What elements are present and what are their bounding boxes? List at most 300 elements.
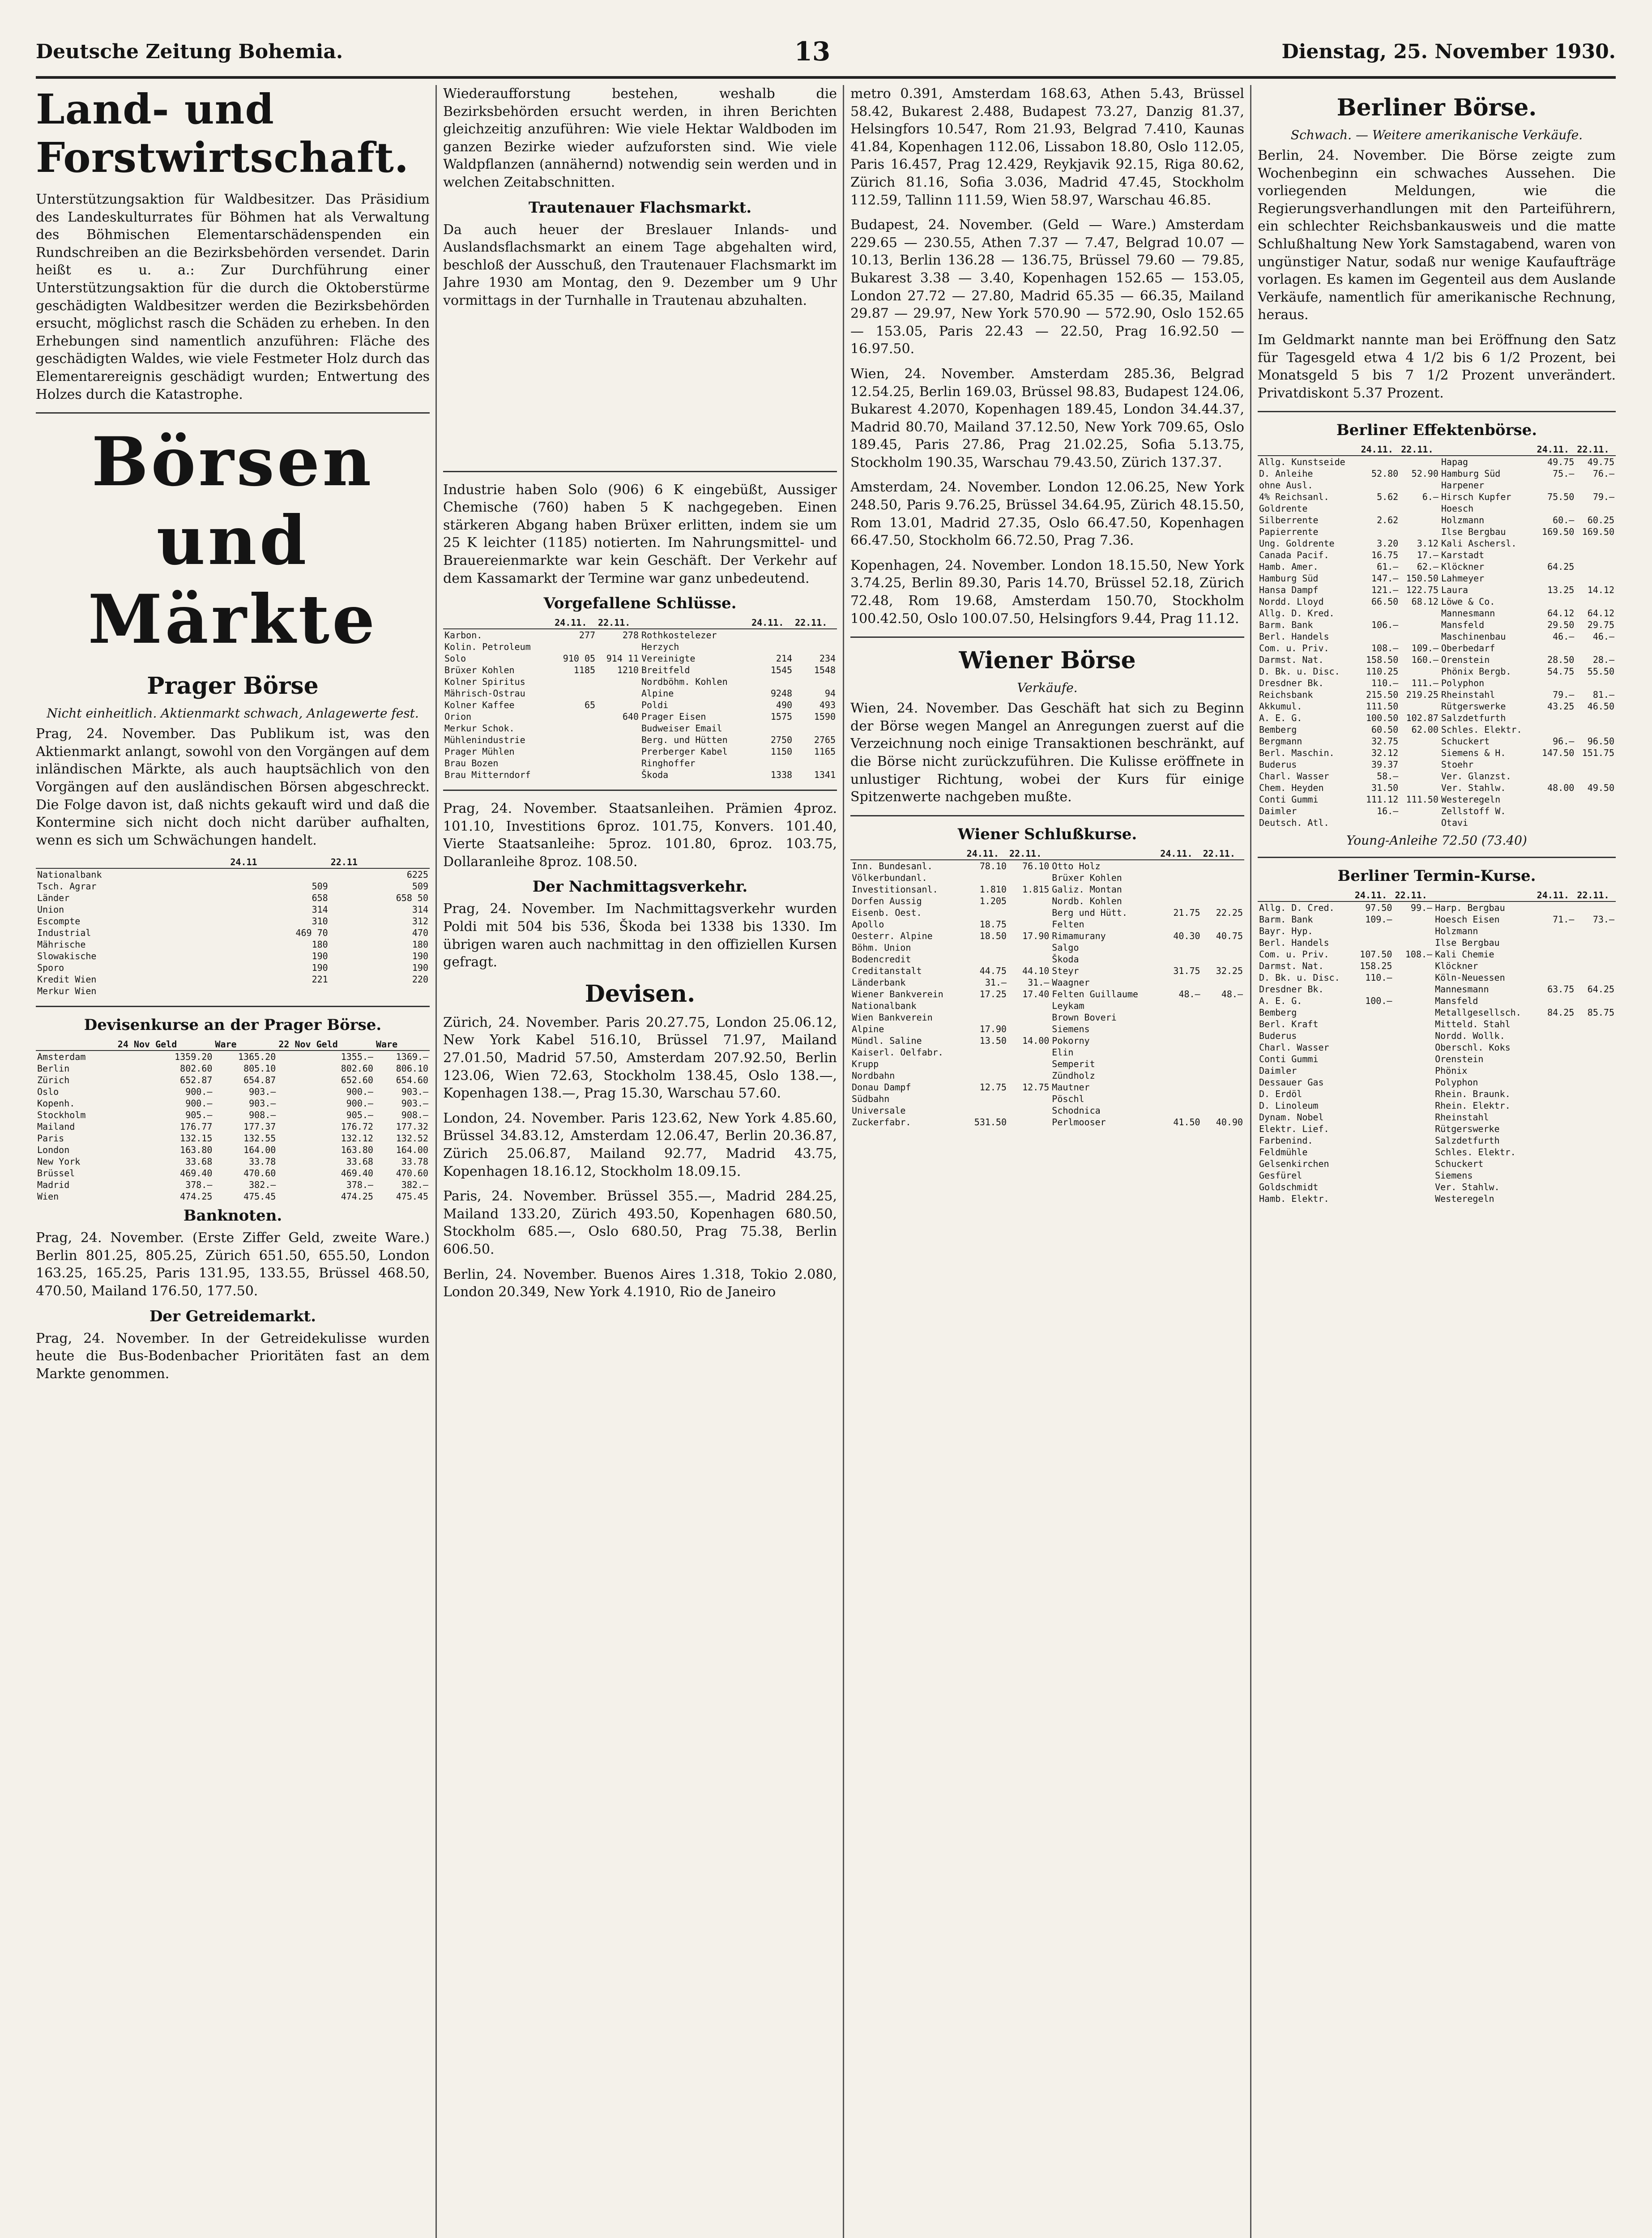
table-cell: Felten — [1052, 918, 1084, 930]
table-header-row — [850, 848, 1244, 860]
table-cell — [1353, 1100, 1394, 1111]
table-row — [443, 629, 837, 641]
table-cell — [1008, 895, 1050, 907]
table-cell — [1536, 724, 1576, 735]
table-row — [850, 965, 1244, 977]
table-cell: 49.75 — [1547, 457, 1575, 468]
table-cell: Papierrente — [1259, 526, 1319, 538]
table-cell: Berl. Maschin. — [1259, 747, 1335, 759]
article-paragraph: London, 24. November. Paris 123.62, New York 4.85.60, Brüssel 34.83.12, Amsterdam 12.06.47, Berlin 20.36.87, Zürich 25.06.87, Mailand 92.77, Madrid 43.75, Kopenhagen 18.16.12, Stockholm 18.09.15. — [443, 1110, 837, 1179]
table-cell: Westeregeln — [1435, 1193, 1494, 1204]
table-cell: Wien Bankverein — [852, 1012, 933, 1023]
berlin-exchange-heading: Berliner Börse. — [1336, 94, 1537, 121]
table-row — [1258, 901, 1616, 914]
table-cell — [965, 1000, 1008, 1012]
table-cell — [1575, 1193, 1616, 1204]
table-cell — [553, 641, 597, 653]
table-cell: Apollo — [852, 918, 884, 930]
table-row — [850, 1058, 1244, 1070]
table-cell: 177.37 — [243, 1121, 276, 1132]
table-row — [1258, 491, 1616, 503]
table-cell: 13.50 — [979, 1035, 1007, 1046]
table-cell: 85.75 — [1587, 1007, 1614, 1018]
table-cell — [1360, 607, 1400, 619]
table-cell: Hapag — [1441, 457, 1468, 468]
table-cell — [1393, 1181, 1434, 1193]
table-cell: 61.— — [1377, 561, 1399, 572]
table-cell: 31.— — [1028, 977, 1050, 988]
table-cell — [1159, 860, 1201, 872]
table-row — [1258, 770, 1616, 782]
table-row — [850, 1046, 1244, 1058]
table-cell — [229, 985, 329, 997]
table-row — [1258, 995, 1616, 1007]
table-cell: Tsch. Agrar — [37, 881, 97, 892]
table-cell: Oberschl. Koks — [1435, 1042, 1511, 1053]
table-cell: 1185 — [573, 665, 596, 676]
table-row — [36, 915, 430, 927]
table-cell: 32.75 — [1371, 736, 1399, 747]
table-cell — [1159, 1070, 1201, 1081]
table-cell: Westeregeln — [1441, 794, 1501, 805]
table-row — [850, 918, 1244, 930]
table-row — [850, 884, 1244, 895]
table-cell: Pokorny — [1052, 1035, 1090, 1046]
table-cell: Ver. Glanzst. — [1441, 771, 1511, 782]
table-cell: 17.90 — [1022, 930, 1050, 941]
column-header: 22.11. — [1575, 889, 1616, 901]
berlin-securities-heading: Berliner Effektenbörse. — [1336, 421, 1537, 440]
table-row — [1258, 456, 1616, 468]
table-cell — [1353, 1146, 1394, 1158]
table-cell: 509 — [412, 881, 428, 892]
table-cell: 107.50 — [1360, 949, 1392, 960]
young-loan-line: Young-Anleihe 72.50 (73.40) — [1346, 833, 1527, 848]
table-cell: Phönix — [1435, 1065, 1468, 1076]
table-row — [36, 1156, 430, 1167]
table-cell — [1400, 456, 1440, 468]
table-cell: Steyr — [1052, 965, 1079, 976]
table-cell: Mannesmann — [1435, 984, 1489, 995]
table-cell — [1575, 805, 1616, 817]
table-cell: Eisenb. Oest. — [852, 907, 922, 918]
table-cell: Canada Pacif. — [1259, 550, 1329, 561]
article-paragraph: Unterstützungsaktion für Waldbesitzer. Das Präsidium des Landeskulturrates für Böhmen hat als Verwaltung des Böhmischen Elementarschädenspenden ein Rundschreiben an die Bezirksbehörden versendet. Darin heißt es u. a.: Zur Durchführung einer Unterstützungsaktion für die durch die Oktoberstürme geschädigten Waldbesitzer werden die Bezirksbehörden ersucht, möglichst rasch die Schäden zu erheben. In den Erhebungen sind namentlich anzuführen: Fläche des geschädigten Waldes, wie viele Festmeter Holz durch das Elementarereignis geschädigt wurden; Entwertung des Holzes durch die Katastrophe. — [36, 192, 430, 402]
table-row — [1258, 468, 1616, 479]
table-row — [36, 985, 430, 997]
table-cell: Mährische — [37, 939, 86, 950]
table-row — [1258, 479, 1616, 491]
table-cell — [1575, 972, 1616, 983]
table-cell: Salzdetfurth — [1435, 1135, 1500, 1146]
table-cell: 310 — [312, 916, 328, 927]
column-header — [1258, 444, 1360, 456]
table-cell — [1393, 995, 1434, 1007]
table-cell — [597, 722, 640, 734]
table-cell — [1393, 1146, 1434, 1158]
table-cell — [1353, 1193, 1394, 1204]
table-cell: 910 05 — [563, 653, 596, 664]
table-cell — [1202, 1012, 1244, 1023]
table-cell: Škoda — [641, 769, 669, 781]
table-row — [850, 930, 1244, 942]
table-cell: 1369.— — [396, 1051, 428, 1063]
table-cell: Charl. Wasser — [1259, 771, 1329, 782]
table-row — [850, 860, 1244, 872]
column-header: 22.11. — [1393, 889, 1434, 901]
vienna-exchange-subtitle: Verkäufe. — [1017, 680, 1078, 696]
table-cell: Otto Holz — [1052, 860, 1101, 871]
berlin-futures-heading: Berliner Termin-Kurse. — [1337, 867, 1536, 885]
table-cell: 48.00 — [1547, 782, 1575, 794]
column-header: 24.11. — [1353, 889, 1394, 901]
table-cell — [1575, 1170, 1616, 1181]
newspaper-name: Deutsche Zeitung Bohemia. — [36, 40, 343, 63]
table-cell: Salgo — [1052, 942, 1079, 953]
table-cell: 17.40 — [1022, 988, 1050, 999]
table-cell: 905.— — [185, 1110, 213, 1121]
table-row — [1258, 712, 1616, 724]
table-cell — [1202, 895, 1244, 907]
table-header-row — [1258, 444, 1616, 456]
table-row — [1258, 735, 1616, 747]
table-row — [1258, 596, 1616, 607]
article-paragraph: Da auch heuer der Breslauer Inlands- und Auslandsflachsmarkt an einem Tage abgehalten wird, beschloß der Ausschuß, den Trautenauer Flachsmarkt im Jahre 1930 am Montag, den 9. Dezember um 9 Uhr vormittags in der Turnhalle in Trautenau abzuhalten. — [443, 222, 837, 308]
table-cell: Holzmann — [1441, 515, 1485, 526]
table-cell: 32.25 — [1216, 965, 1243, 976]
table-cell: 46.50 — [1587, 701, 1614, 712]
table-cell — [1575, 1065, 1616, 1076]
table-cell: 2750 — [770, 735, 793, 746]
table-row — [1258, 526, 1616, 538]
table-cell: 41.50 — [1173, 1116, 1200, 1128]
table-cell: Merkur Wien — [37, 986, 97, 997]
table-cell: 378.— — [346, 1179, 373, 1191]
grain-market-heading: Der Getreidemarkt. — [149, 1307, 316, 1325]
table-cell: Mährisch-Ostrau — [444, 688, 525, 699]
table-cell: 164.00 — [243, 1145, 276, 1156]
table-cell: 6.— — [1422, 491, 1439, 503]
table-row — [1258, 654, 1616, 666]
table-header-row — [36, 856, 430, 868]
table-cell — [1536, 995, 1576, 1007]
table-cell: Com. u. Priv. — [1259, 949, 1329, 960]
table-cell: 31.75 — [1173, 965, 1200, 976]
table-cell: 14.00 — [1022, 1035, 1050, 1046]
table-row — [850, 1093, 1244, 1105]
table-cell: Nordböhm. Kohlen — [641, 676, 728, 688]
table-cell — [1536, 805, 1576, 817]
table-row — [1258, 1030, 1616, 1042]
afternoon-trade-heading: Der Nachmittagsverkehr. — [532, 878, 748, 896]
table-cell: Oesterr. Alpine — [852, 930, 933, 941]
table-cell: Nationalbank — [37, 869, 102, 880]
table-cell: Stockholm — [37, 1110, 86, 1121]
table-cell: Kredit Wien — [37, 974, 97, 985]
table-cell: 78.10 — [979, 860, 1007, 871]
table-cell: New York — [37, 1156, 81, 1167]
column-header: 22.11. — [1008, 848, 1050, 860]
table-cell — [1400, 735, 1440, 747]
table-cell — [1575, 1100, 1616, 1111]
table-cell — [1202, 1105, 1244, 1116]
table-cell: 60.— — [1553, 515, 1575, 526]
table-cell: Siemens & H. — [1441, 747, 1506, 759]
table-cell: 132.15 — [180, 1133, 213, 1144]
table-cell — [1008, 1012, 1050, 1023]
table-cell: Leykam — [1052, 1000, 1084, 1011]
divider — [443, 790, 837, 791]
table-cell — [1536, 549, 1576, 561]
table-cell: 180 — [412, 939, 428, 950]
table-cell — [1536, 1100, 1576, 1111]
table-cell: Conti Gummi — [1259, 1054, 1319, 1065]
table-cell: Darmst. Nat. — [1259, 961, 1324, 972]
table-cell: 1338 — [770, 769, 793, 781]
table-cell: Zellstoff W. — [1441, 806, 1506, 817]
table-cell: Vereinigte — [641, 653, 696, 664]
table-row — [1258, 503, 1616, 514]
table-cell: 2765 — [814, 735, 836, 746]
table-cell — [1536, 572, 1576, 584]
table-cell: A. E. G. — [1259, 713, 1302, 724]
table-cell: Salzdetfurth — [1441, 713, 1506, 724]
table-cell: 169.50 — [1582, 526, 1614, 538]
table-cell — [1393, 1053, 1434, 1065]
table-cell: 111.50 — [1366, 701, 1399, 712]
table-cell: 48.— — [1178, 988, 1200, 999]
table-cell: Poldi — [641, 700, 669, 711]
table-cell: 214 — [776, 653, 793, 664]
table-row — [850, 1012, 1244, 1023]
table-cell — [553, 769, 597, 781]
table-cell — [1393, 1111, 1434, 1123]
table-cell: Alpine — [641, 688, 674, 699]
table-row — [850, 977, 1244, 988]
table-cell: 108.— — [1371, 643, 1399, 654]
table-row — [443, 711, 837, 722]
table-cell — [965, 953, 1008, 965]
column-header: Ware — [213, 1038, 277, 1051]
table-row — [1258, 805, 1616, 817]
table-cell: 190 — [312, 962, 328, 974]
table-cell — [553, 676, 597, 688]
column-1 — [36, 85, 430, 2238]
table-cell: 40.90 — [1216, 1116, 1243, 1128]
table-cell: Brüxer Kohlen — [1052, 872, 1122, 883]
table-row — [36, 927, 430, 939]
table-cell: 55.50 — [1587, 666, 1614, 677]
table-cell: Oslo — [37, 1086, 59, 1098]
table-cell: 1341 — [814, 769, 836, 781]
table-cell: Oberbedarf — [1441, 643, 1495, 654]
table-cell — [1393, 1193, 1434, 1204]
table-cell: 54.75 — [1547, 666, 1575, 677]
prague-stock-table — [36, 856, 430, 997]
table-cell — [1393, 1170, 1434, 1181]
table-cell: Bemberg — [1259, 1007, 1297, 1018]
table-cell: 122.75 — [1406, 585, 1439, 596]
table-cell: 1210 — [617, 665, 639, 676]
table-cell — [1159, 1012, 1201, 1023]
table-cell: 16.75 — [1371, 550, 1399, 561]
table-cell: 14.12 — [1587, 585, 1614, 596]
table-cell — [750, 641, 794, 653]
table-cell: 81.— — [1592, 689, 1614, 700]
column-rule — [843, 85, 844, 2238]
table-cell: 18.50 — [979, 930, 1007, 941]
table-cell: 658 50 — [396, 893, 428, 904]
table-row — [36, 974, 430, 985]
table-cell: 100.50 — [1366, 713, 1399, 724]
table-cell: Berg und Hütt. — [1052, 907, 1127, 918]
table-row — [36, 904, 430, 915]
prague-devisen-heading: Devisenkurse an der Prager Börse. — [84, 1016, 382, 1034]
table-cell — [1400, 817, 1440, 829]
table-cell: 219.25 — [1406, 689, 1439, 700]
table-row — [850, 1023, 1244, 1035]
table-cell — [1008, 1116, 1050, 1128]
table-cell — [1353, 1053, 1394, 1065]
column-rule — [435, 85, 437, 2238]
table-cell: Amsterdam — [37, 1051, 86, 1063]
table-row — [36, 1063, 430, 1074]
divider — [1258, 857, 1616, 858]
vienna-closing-heading: Wiener Schlußkurse. — [957, 825, 1137, 843]
table-cell: Harpener — [1441, 480, 1485, 491]
table-cell: 802.60 — [180, 1063, 213, 1074]
table-cell — [1400, 782, 1440, 794]
table-cell — [1159, 953, 1201, 965]
table-cell: 40.75 — [1216, 930, 1243, 941]
table-cell: 31.— — [985, 977, 1007, 988]
table-row — [1258, 514, 1616, 526]
table-cell — [1536, 1170, 1576, 1181]
table-cell — [1575, 1053, 1616, 1065]
table-cell: Hamburg Süd — [1259, 573, 1319, 584]
table-cell: 221 — [312, 974, 328, 985]
table-cell: Mannesmann — [1441, 608, 1495, 619]
table-cell: Industrial — [37, 927, 91, 939]
table-row — [1258, 584, 1616, 596]
table-cell: 97.50 — [1365, 902, 1392, 914]
table-cell: Buderus — [1259, 759, 1297, 770]
table-row — [1258, 1053, 1616, 1065]
table-cell — [1159, 1105, 1201, 1116]
table-row — [36, 1167, 430, 1179]
berlin-securities-table — [1258, 444, 1616, 829]
page-number: 13 — [794, 36, 831, 67]
column-header: 24.11. — [1536, 444, 1576, 456]
table-cell: 46.— — [1553, 631, 1575, 642]
table-cell — [1575, 1076, 1616, 1088]
table-row — [1258, 1181, 1616, 1193]
table-cell: 1365.20 — [238, 1051, 276, 1063]
table-cell: Krupp — [852, 1058, 879, 1069]
column-header: 22.11. — [794, 617, 837, 629]
table-cell — [1536, 972, 1576, 983]
table-cell: Stoehr — [1441, 759, 1474, 770]
table-cell: 903.— — [249, 1086, 276, 1098]
berlin-exchange-subtitle: Schwach. — Weitere amerikanische Verkäufe. — [1290, 128, 1583, 142]
table-cell — [1400, 503, 1440, 514]
table-cell: 9248 — [770, 688, 793, 699]
table-cell: 658 — [312, 893, 328, 904]
table-cell: Völkerbundanl. — [852, 872, 927, 883]
table-cell — [1575, 1135, 1616, 1146]
table-cell: Klöckner — [1441, 561, 1485, 572]
table-cell: 29.50 — [1547, 619, 1575, 631]
table-cell: Škoda — [1052, 953, 1079, 965]
table-cell — [1360, 456, 1400, 468]
table-cell — [1353, 925, 1394, 937]
table-cell — [1202, 1046, 1244, 1058]
table-row — [1258, 677, 1616, 689]
table-cell: Siemens — [1435, 1170, 1473, 1181]
table-cell — [1393, 1030, 1434, 1042]
table-row — [1258, 948, 1616, 960]
divider — [36, 412, 430, 414]
article-paragraph: Kopenhagen, 24. November. London 18.15.50, New York 3.74.25, Berlin 89.30, Paris 14.70, Brüssel 52.18, Zürich 72.48, Rom 19.68, Amsterdam 150.70, Stockholm 100.42.50, Oslo 100.07.50, Helsingfors 9.44, Prag 11.12. — [850, 557, 1244, 627]
table-cell: Goldrente — [1259, 503, 1308, 514]
table-cell — [1400, 526, 1440, 538]
table-cell: Ver. Stahlw. — [1435, 1182, 1500, 1193]
table-cell — [965, 1105, 1008, 1116]
column-rule — [1250, 85, 1251, 2238]
table-cell: 312 — [412, 916, 428, 927]
table-row — [1258, 700, 1616, 712]
section-title-agriculture: Land- und Forstwirtschaft. — [36, 85, 409, 182]
article-paragraph: Wien, 24. November. Das Geschäft hat sich zu Beginn der Börse wegen Mangel an Anregungen zuerst auf die Verzeichnung noch einige Transaktionen beschränkt, auf die Börse nicht zurückzuführen. Die Kulisse eröffnete in unlustiger Richtung, wobei der Kurs für einige Spitzenwerte nachgeben mußte. — [850, 700, 1244, 805]
table-cell — [1353, 1088, 1394, 1100]
table-cell — [1360, 503, 1400, 514]
table-cell: Buderus — [1259, 1030, 1297, 1042]
prague-exchange-subtitle: Nicht einheitlich. Aktienmarkt schwach, Anlagewerte fest. — [47, 706, 419, 721]
table-cell: 2.62 — [1377, 515, 1399, 526]
table-cell: 469.40 — [341, 1168, 373, 1179]
table-cell: Escompte — [37, 916, 81, 927]
table-cell: Polyphon — [1435, 1077, 1478, 1088]
table-cell — [1202, 884, 1244, 895]
table-cell: 177.32 — [396, 1121, 428, 1132]
table-cell — [1536, 1030, 1576, 1042]
table-cell: 5.62 — [1377, 491, 1399, 503]
table-cell: 79.— — [1553, 689, 1575, 700]
table-cell: Mansfeld — [1441, 619, 1485, 631]
table-cell: 1359.20 — [175, 1051, 213, 1063]
table-cell: 64.12 — [1587, 608, 1614, 619]
table-cell — [1202, 1023, 1244, 1035]
table-cell — [1393, 1158, 1434, 1170]
column-header — [36, 856, 229, 868]
table-cell — [965, 1070, 1008, 1081]
table-cell: 62.00 — [1411, 724, 1439, 735]
table-cell: Südbahn — [852, 1093, 890, 1104]
table-cell: Slowakische — [37, 951, 97, 962]
table-cell — [1353, 1135, 1394, 1146]
table-cell — [1393, 1065, 1434, 1076]
table-cell: 110.— — [1371, 678, 1399, 689]
table-row — [1258, 1100, 1616, 1111]
table-cell: Kopenh. — [37, 1098, 75, 1109]
table-cell: Orenstein — [1441, 654, 1490, 666]
table-row — [1258, 1158, 1616, 1170]
article-paragraph: Im Geldmarkt nannte man bei Eröffnung den Satz für Tagesgeld etwa 4 1/2 bis 6 1/2 Prozent, bei Monatsgeld 5 bis 7 1/2 Prozent unverändert. Privatdiskont 5.37 Prozent. — [1258, 332, 1616, 401]
table-cell — [1400, 805, 1440, 817]
table-cell — [1202, 918, 1244, 930]
table-cell: 73.— — [1592, 914, 1614, 925]
table-cell: 79.— — [1592, 491, 1614, 503]
